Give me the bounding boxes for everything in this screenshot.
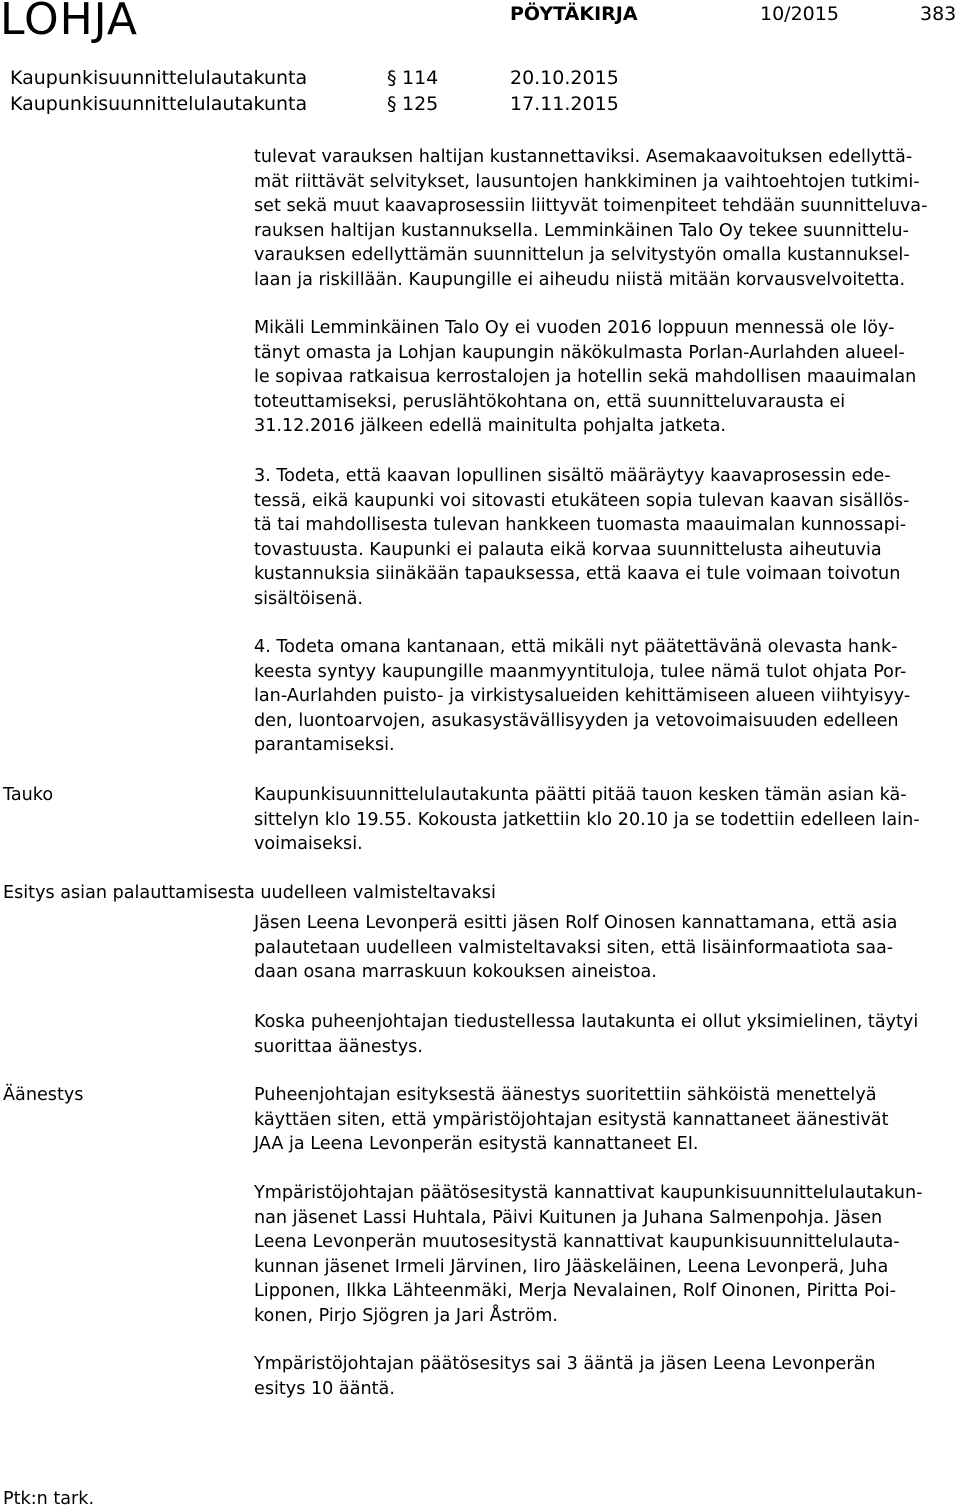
text-line: tessä, eikä kaupunki voi sitovasti etukäteen sopia tulevan kaavan sisällös- (254, 490, 910, 511)
text-line: suorittaa äänestys. (254, 1036, 423, 1057)
reference-number: 114 (402, 67, 439, 89)
text-line: esitys 10 ääntä. (254, 1378, 395, 1399)
paragraph-koska (254, 1010, 960, 1059)
text-line: JAA ja Leena Levonperän esitystä kannattaneet EI. (254, 1134, 699, 1155)
text-line: kunnan jäsenet Irmeli Järvinen, Iiro Jääskeläinen, Leena Levonperä, Juha (254, 1256, 889, 1277)
text-line: lan-Aurlahden puisto- ja virkistysalueiden kehittämiseen alueen viihtyisyy- (254, 686, 911, 707)
text-line: laan ja riskillään. Kaupungille ei aiheudu niistä mitään korvausvelvoitetta. (254, 269, 906, 290)
text-line: nan jäsenet Lassi Huhtala, Päivi Kuitunen ja Juhana Salmenpohja. Jäsen (254, 1207, 883, 1228)
text-line: set sekä muut kaavaprosessiin liittyvät toimenpiteet tehdään suunnitteluva- (254, 196, 928, 217)
text-line: sittelyn klo 19.55. Kokousta jatkettiin klo 20.10 ja se todettiin edelleen lain- (254, 809, 920, 830)
text-line: parantamiseksi. (254, 735, 395, 756)
text-line: Jäsen Leena Levonperä esitti jäsen Rolf Oinosen kannattamana, että asia (254, 913, 898, 933)
text-line: Ympäristöjohtajan päätösesitystä kannattivat kaupunkisuunnittelulautakun- (254, 1183, 923, 1203)
tauko-label: Tauko (3, 785, 54, 805)
paragraph-costs (254, 145, 960, 293)
text-line: rauksen haltijan kustannuksella. Lemminkäinen Talo Oy tekee suunnittelu- (254, 220, 909, 241)
text-line: Koska puheenjohtajan tiedustellessa lautakunta ei ollut yksimielinen, täytyi (254, 1012, 919, 1032)
text-line: 4. Todeta omana kantanaan, että mikäli nyt päätettävänä olevasta hank- (254, 637, 898, 657)
text-line: palautetaan uudelleen valmisteltavaksi siten, että lisäinformaatiota saa- (254, 937, 894, 958)
text-line: den, luontoarvojen, asukasystävällisyyden ja vetovoimaisuuden edelleen (254, 710, 899, 731)
reference-number: 125 (402, 93, 439, 115)
reference-committee: Kaupunkisuunnittelulautakunta (10, 93, 308, 115)
text-line: varauksen edellyttämän suunnittelun ja selvitystyön omalla kustannuksel- (254, 245, 910, 266)
paragraph-votes (254, 1181, 960, 1329)
paragraph-point-3 (254, 464, 960, 612)
minutes-checker-label: Ptk:n tark. (3, 1489, 95, 1509)
text-line: Ympäristöjohtajan päätösesitys sai 3 ääntä ja jäsen Leena Levonperän (254, 1354, 876, 1374)
reference-date: 20.10.2015 (510, 67, 619, 89)
text-line: Kaupunkisuunnittelulautakunta päätti pitää tauon kesken tämän asian kä- (254, 785, 907, 805)
text-line: daan osana marraskuun kokouksen aineistoa. (254, 962, 657, 983)
paragraph-aanestys (254, 1083, 960, 1157)
text-line: sisältöisenä. (254, 588, 363, 609)
paragraph-result (254, 1352, 960, 1401)
document-issue: 10/2015 (760, 3, 839, 25)
text-line: Leena Levonperän muutosesitystä kannattivat kaupunkisuunnittelulauta- (254, 1232, 900, 1253)
lohja-logo: LOHJA (0, 0, 138, 45)
text-line: keesta syntyy kaupungille maanmyyntituloja, tulee nämä tulot ohjata Por- (254, 661, 907, 682)
reference-date: 17.11.2015 (510, 93, 619, 115)
document-type: PÖYTÄKIRJA (510, 3, 638, 25)
paragraph-deadline (254, 316, 960, 439)
paragraph-sign: § (387, 67, 397, 89)
paragraph-point-4 (254, 635, 960, 758)
text-line: tovastuusta. Kaupunki ei palauta eikä korvaa suunnittelusta aiheutuvia (254, 539, 882, 560)
text-line: mät riittävät selvitykset, lausuntojen hankkiminen ja vaihtoehtojen tutkimi- (254, 171, 920, 192)
text-line: konen, Pirjo Sjögren ja Jari Åström. (254, 1305, 559, 1326)
reference-committee: Kaupunkisuunnittelulautakunta (10, 67, 308, 89)
text-line: 3. Todeta, että kaavan lopullinen sisältö määräytyy kaavaprosessin ede- (254, 466, 891, 486)
paragraph-tauko (254, 783, 960, 857)
text-line: kustannuksia siinäkään tapauksessa, että kaava ei tule voimaan toivotun (254, 564, 901, 585)
text-line: Lipponen, Ilkka Lähteenmäki, Merja Nevalainen, Rolf Oinonen, Piritta Poi- (254, 1281, 896, 1302)
text-line: tulevat varauksen haltijan kustannettaviksi. Asemakaavoituksen edellyttä- (254, 147, 913, 167)
text-line: 31.12.2016 jälkeen edellä mainitulta pohjalta jatketa. (254, 416, 726, 437)
text-line: toteuttamiseksi, peruslähtökohtana on, että suunnitteluvarausta ei (254, 391, 846, 412)
section-heading: Esitys asian palauttamisesta uudelleen valmisteltavaksi (3, 883, 496, 903)
text-line: Puheenjohtajan esityksestä äänestys suoritettiin sähköistä menettelyä (254, 1085, 877, 1105)
text-line: tänyt omasta ja Lohjan kaupungin näkökulmasta Porlan-Aurlahden alueel- (254, 342, 905, 363)
page-number: 383 (920, 3, 957, 25)
paragraph-sign: § (387, 93, 397, 115)
text-line: tä tai mahdollisesta tulevan hankkeen tuomasta maauimalan kunnossapi- (254, 515, 907, 536)
text-line: Mikäli Lemminkäinen Talo Oy ei vuoden 2016 loppuun mennessä ole löy- (254, 318, 895, 338)
aanestys-label: Äänestys (3, 1085, 84, 1105)
text-line: voimaiseksi. (254, 834, 363, 855)
text-line: le sopivaa ratkaisua kerrostalojen ja hotellin sekä mahdollisen maauimalan (254, 367, 917, 388)
paragraph-esitys (254, 911, 960, 985)
text-line: käyttäen siten, että ympäristöjohtajan esitystä kannattaneet äänestivät (254, 1109, 889, 1130)
